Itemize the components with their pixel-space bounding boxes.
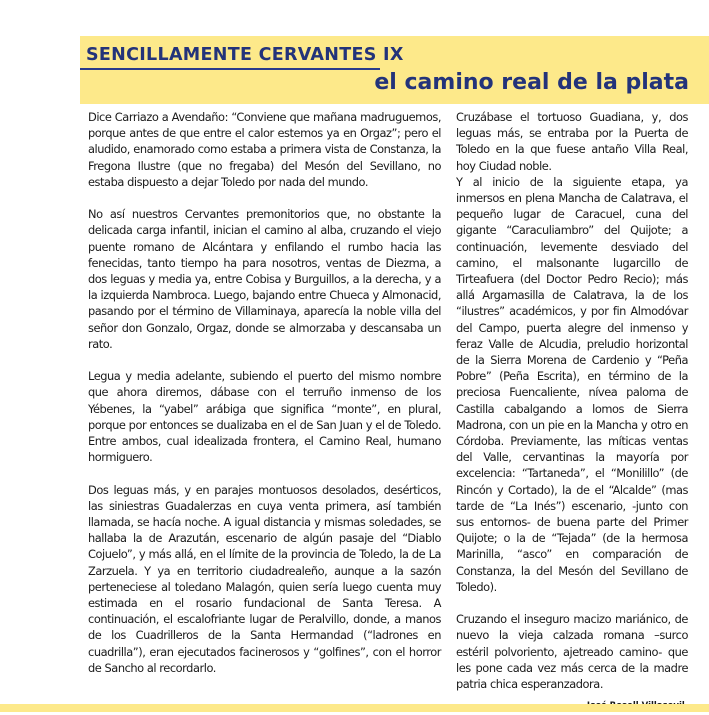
paragraph: Dos leguas más, y en parajes montuosos desolados, desérticos, las siniestras Guadalerzas en cuya venta primera, así también llamada, se hacía noche. A igual distancia y mismas soledades, se hallaba la de Arazután, escenario de algún pasaje del “Diablo Cojuelo”, y más allá, en el límite de la provincia de Toledo, la de La Zarzuela. Y ya en territorio ciudadrealeño, aunque a la sazón perteneciese al toledano Malagón, quien sería luego cuenta muy estimada en el rosario fundacional de Santa Teresa. A continuación, el escalofriante lugar de Peralvillo, donde, a manos de los Cuadrilleros de la Santa Hermandad (“ladrones en cuadrilla”), eran ejecutados facinerosos y “golfines”, con el horror de Sancho al recordarlo. <box>88 482 441 675</box>
left-column <box>88 109 441 676</box>
series-title: SENCILLAMENTE CERVANTES IX <box>86 45 404 65</box>
paragraph: No así nuestros Cervantes premonitorios que, no obstante la delicada carga infantil, inician el camino al alba, cruzando el viejo puente romano de Alcántara y enfilando el rumbo hacia las fenecidas, tanto tiempo ha para nosotros, ventas de Diezma, a dos leguas y media ya, entre Cobisa y Burguillos, a la derecha, y a la izquierda Nambroca. Luego, bajando entre Chueca y Almonacid, pasando por el término de Villaminaya, aparecía la noble villa del señor don Gonzalo, Orgaz, donde se almorzaba y descansaba un rato. <box>88 207 441 351</box>
header-underline <box>80 68 380 70</box>
paragraph: Cruzando el inseguro macizo mariánico, de nuevo la vieja calzada romana –surco estéril polvoriento, ajetreado camino- que les pone cada vez más cerca de la madre patria chica esperanzadora. <box>456 612 688 692</box>
right-column <box>456 109 688 715</box>
paragraph: Legua y media adelante, subiendo el puerto del mismo nombre que ahora diremos, dábase con el terruño inmenso de los Yébenes, la “yabel” arábiga que significa “monte”, en plural, porque por entonces se dualizaba en el de San Juan y el de Toledo. Entre ambos, cual idealizada frontera, el Camino Real, humano hormiguero. <box>88 369 441 465</box>
paragraph: Cruzábase el tortuoso Guadiana, y, dos leguas más, se entraba por la Puerta de Toledo en la que fuese antaño Villa Real, hoy Ciudad noble. <box>456 110 688 173</box>
top-margin <box>0 0 709 36</box>
article-title: el camino real de la plata <box>374 70 689 95</box>
footer-band <box>0 704 709 712</box>
paragraph: Y al inicio de la siguiente etapa, ya inmersos en plena Mancha de Calatrava, el pequeño lugar de Caracuel, cuna del gigante “Caraculiambro” del Quijote; a continuación, levemente desviado del camino, el malsonante lugarcillo de Tirteafuera (del Doctor Pedro Recio); más allá Argamasilla de Calatrava, la de los “ilustres” académicos, y por fin Almodóvar del Campo, puerta alegre del inmenso y feraz Valle de Alcudia, preludio horizontal de la Sierra Morena de Cardenio y “Peña Pobre” (Peña Escrita), en término de la preciosa Fuencaliente, nívea paloma de Castilla cabalgando a lomos de Sierra Madrona, con un pie en la Mancha y otro en Córdoba. Previamente, las míticas ventas del Valle, cervantinas la mayoría por excelencia: “Tartaneda”, el “Monilillo” (de Rincón y Cortado), la de el “Alcalde” (mas tarde de “La Inés”) escenario, -junto con sus entornos- de buena parte del Primer Quijote; o la de “Tejada” (de la hermosa Marinilla, “asco” en comparación de Constanza, la del Mesón del Sevillano de Toledo). <box>456 174 688 594</box>
paragraph: Dice Carriazo a Avendaño: “Conviene que mañana madruguemos, porque antes de que entre el calor estemos ya en Orgaz”; pero el aludido, enamorado como estaba a primera vista de Constanza, la Fregona Ilustre (que no fregaba) del Mesón del Sevillano, no estaba dispuesto a dejar Toledo por nada del mundo. <box>88 110 441 189</box>
